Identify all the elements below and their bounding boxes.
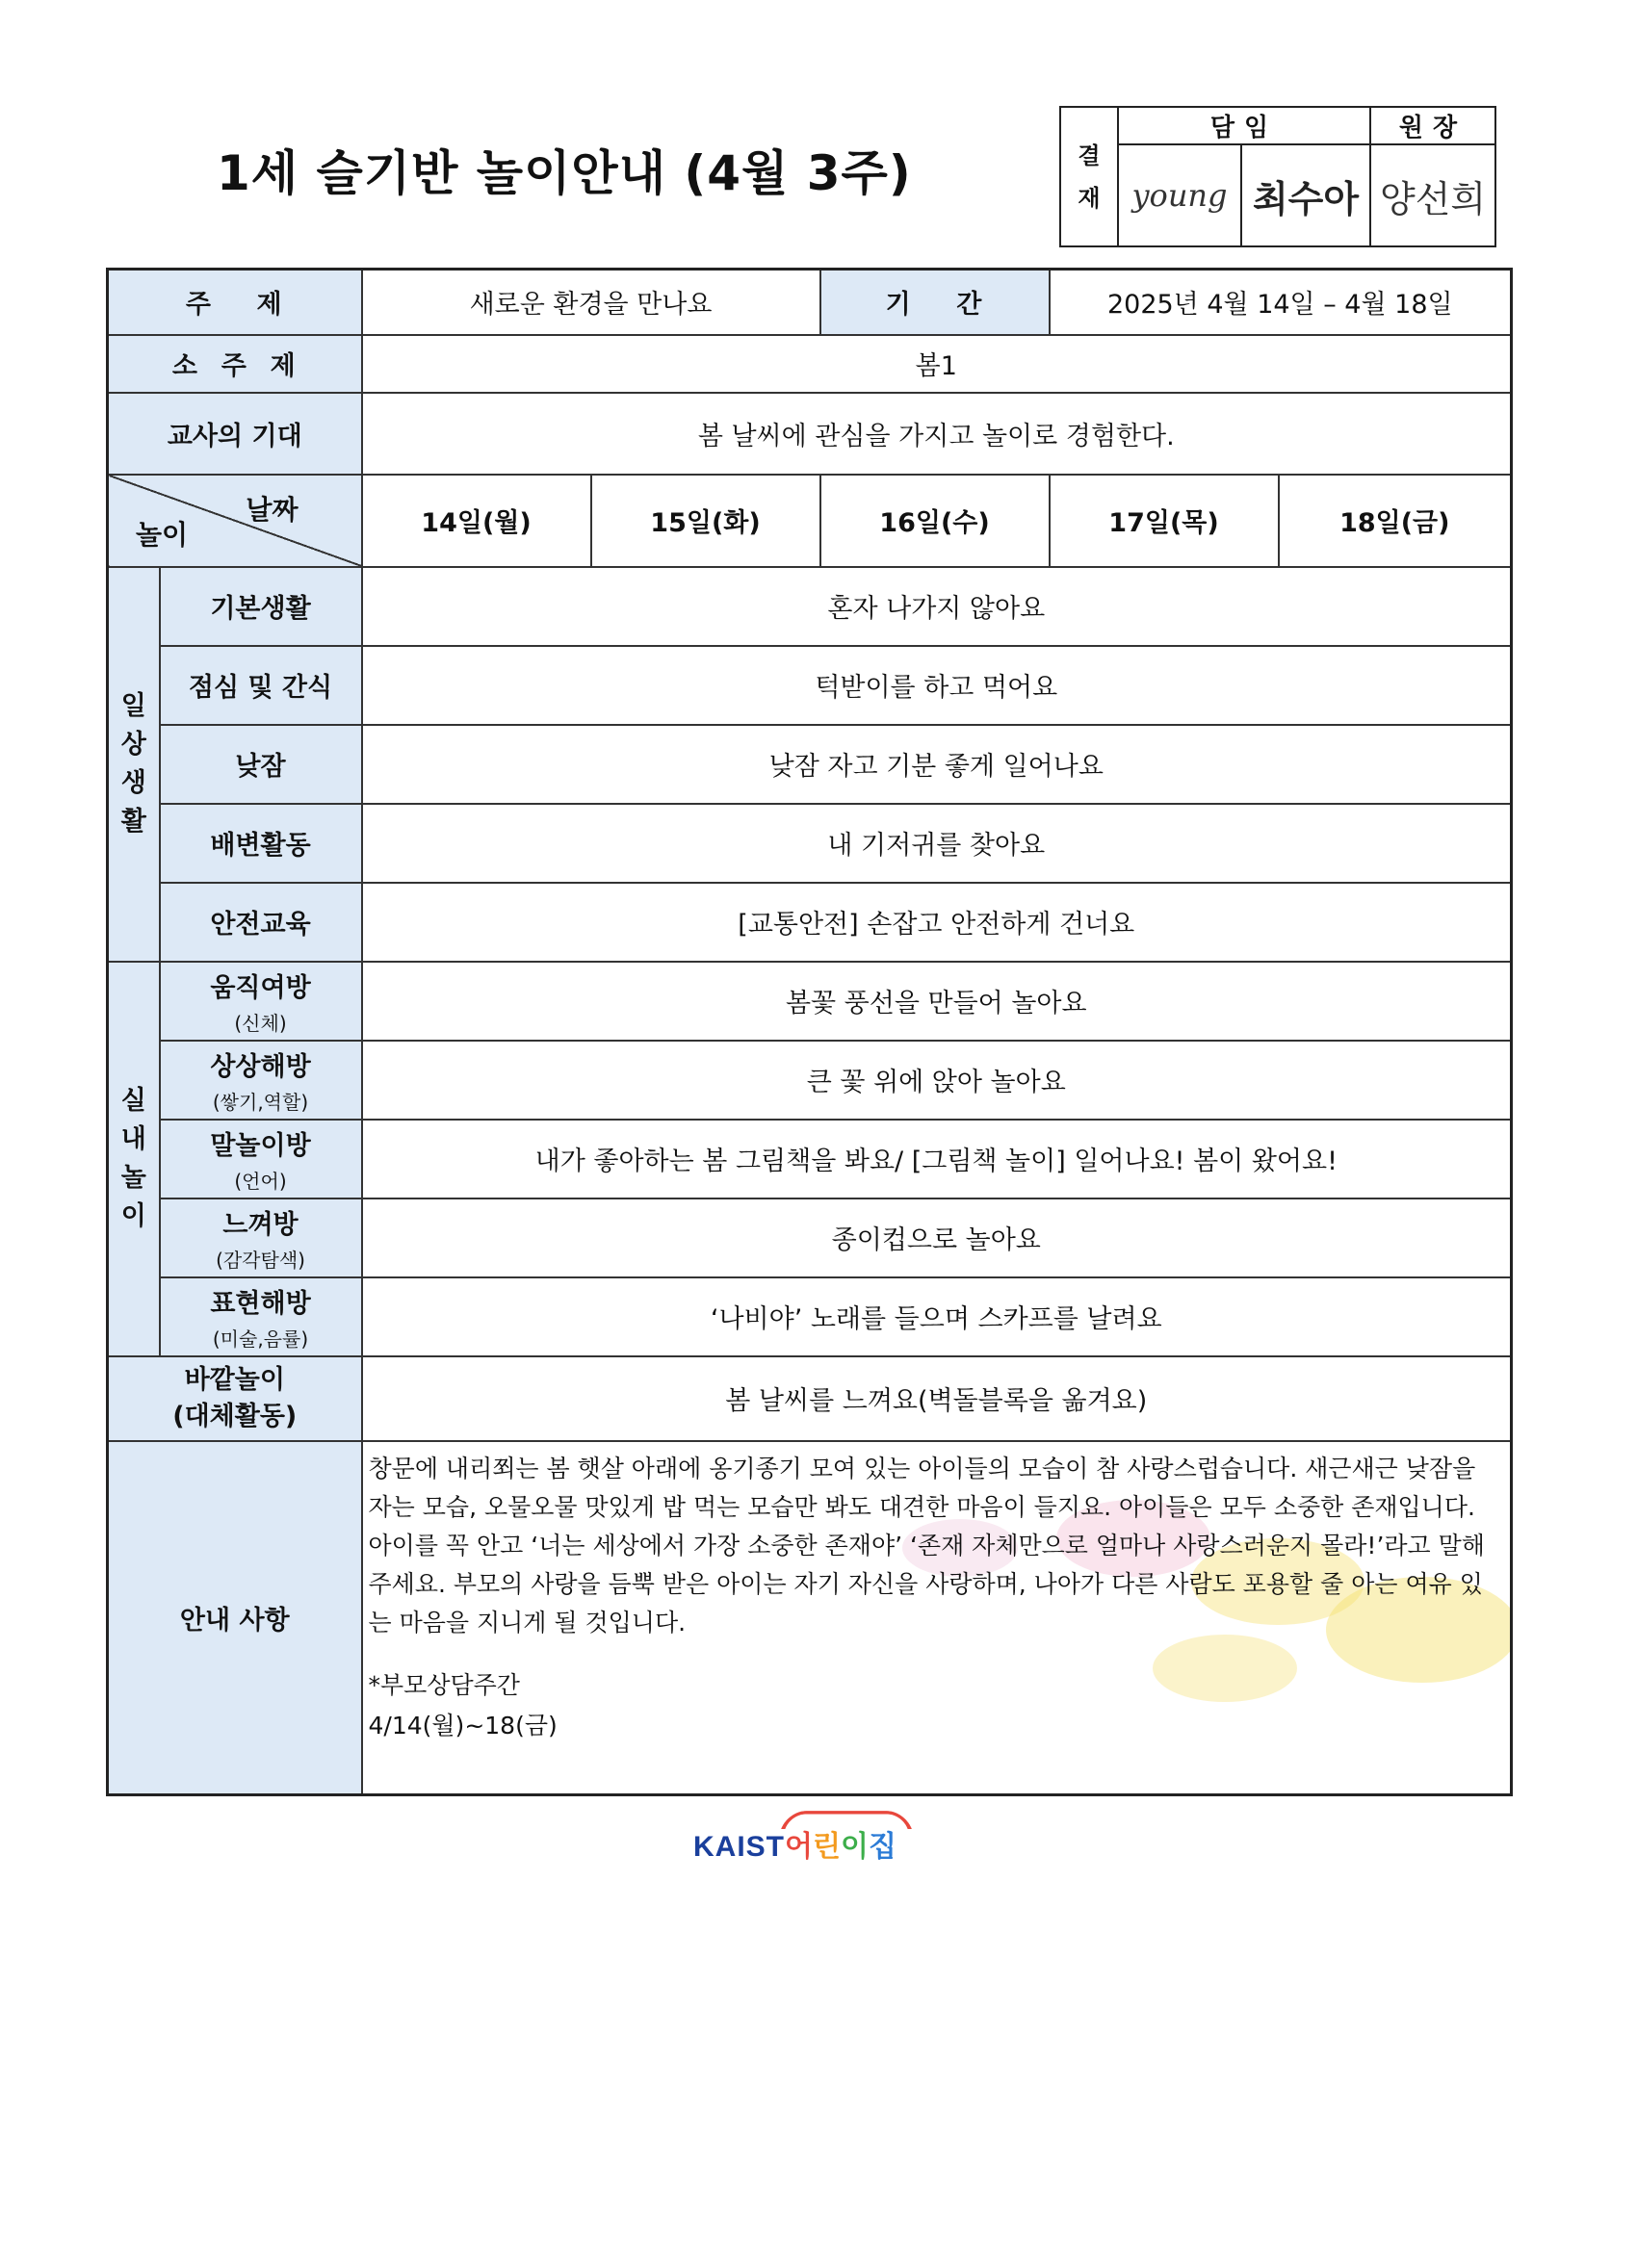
row-value: 혼자 나가지 않아요	[362, 567, 1512, 646]
theme-value: 새로운 환경을 만나요	[362, 270, 820, 335]
row-label-sub: (신체)	[234, 1011, 287, 1035]
expectation-label: 교사의 기대	[108, 393, 362, 475]
day-header: 14일(월)	[362, 475, 591, 567]
row-label	[160, 1198, 362, 1277]
row-value: 턱받이를 하고 먹어요	[362, 646, 1512, 725]
daily-life-group-label	[108, 567, 160, 962]
row-label: 배변활동	[160, 804, 362, 883]
logo-char: 린	[812, 1831, 841, 1863]
row-value: 종이컵으로 놀아요	[362, 1198, 1512, 1277]
logo-kaist-text: KAIST	[693, 1831, 785, 1863]
daily-life-group-text: 일 상 생 활	[120, 690, 146, 837]
day-header: 16일(수)	[820, 475, 1050, 567]
teacher-header: 담임	[1118, 107, 1370, 144]
plan-table	[106, 268, 1513, 1796]
consult-week-title: *부모상담주간	[368, 1670, 520, 1699]
approval-box	[1059, 106, 1496, 247]
row-value: [교통안전] 손잡고 안전하게 건너요	[362, 883, 1512, 962]
approval-side-label	[1060, 107, 1118, 246]
period-value: 2025년 4월 14일 – 4월 18일	[1050, 270, 1512, 335]
date-label: 날짜	[246, 493, 299, 526]
row-label-main: 움직여방	[210, 972, 311, 1003]
consult-week-date: 4/14(월)~18(금)	[368, 1711, 558, 1740]
notice-content	[362, 1441, 1512, 1795]
approval-side-bottom: 재	[1078, 184, 1101, 212]
row-label-sub: (미술,음률)	[212, 1327, 309, 1351]
row-label-main: 표현해방	[210, 1288, 311, 1319]
signature-box-3	[1370, 144, 1495, 246]
row-label	[160, 962, 362, 1041]
kaist-daycare-logo	[693, 1822, 896, 1865]
logo-char: 어	[785, 1831, 813, 1863]
row-label	[160, 1041, 362, 1120]
approval-side-top: 결	[1078, 142, 1101, 169]
play-label: 놀이	[136, 518, 189, 551]
row-value: 큰 꽃 위에 앉아 놀아요	[362, 1041, 1512, 1120]
row-value: 내가 좋아하는 봄 그림책을 봐요/ [그림책 놀이] 일어나요! 봄이 왔어요!	[362, 1120, 1512, 1198]
outdoor-label	[108, 1356, 362, 1441]
indoor-play-group-label	[108, 962, 160, 1356]
day-header: 18일(금)	[1279, 475, 1512, 567]
expectation-value: 봄 날씨에 관심을 가지고 놀이로 경험한다.	[362, 393, 1512, 475]
signature-box-2	[1241, 144, 1370, 246]
subtheme-label: 소 주 제	[108, 335, 362, 393]
page-title: 1세 슬기반 놀이안내 (4월 3주)	[217, 145, 912, 201]
day-header: 17일(목)	[1050, 475, 1279, 567]
row-label	[160, 1277, 362, 1356]
row-label-main: 느껴방	[222, 1209, 299, 1240]
row-label: 낮잠	[160, 725, 362, 804]
indoor-play-group-text: 실 내 놀 이	[120, 1085, 146, 1231]
theme-label: 주 제	[108, 270, 362, 335]
row-value: 봄꽃 풍선을 만들어 놀아요	[362, 962, 1512, 1041]
logo-char: 이	[840, 1831, 869, 1863]
row-value: 낮잠 자고 기분 좋게 일어나요	[362, 725, 1512, 804]
period-label: 기 간	[820, 270, 1050, 335]
signature-3: 양선희	[1379, 177, 1487, 220]
signature-1: young	[1131, 177, 1228, 214]
row-label-main: 상상해방	[210, 1051, 311, 1082]
outdoor-value: 봄 날씨를 느껴요(벽돌블록을 옮겨요)	[362, 1356, 1512, 1441]
signature-2: 최수아	[1252, 176, 1360, 220]
signature-box-1	[1118, 144, 1241, 246]
row-value: 내 기저귀를 찾아요	[362, 804, 1512, 883]
row-label: 점심 및 간식	[160, 646, 362, 725]
row-label: 안전교육	[160, 883, 362, 962]
director-header: 원장	[1370, 107, 1495, 144]
row-value: ‘나비야’ 노래를 들으며 스카프를 날려요	[362, 1277, 1512, 1356]
outdoor-label-main: 바깥놀이	[184, 1364, 285, 1395]
notice-extra	[369, 1665, 1501, 1746]
notice-body: 창문에 내리쬐는 봄 햇살 아래에 옹기종기 모여 있는 아이들의 모습이 참 사랑스럽습니다. 새근새근 낮잠을 자는 모습, 오물오물 맛있게 밥 먹는 모습만 봐도 대견한 마음이 들지요. 아이들은 모두 소중한 존재입니다. 아이를 꼭 안고 ‘너는 세상에서 가장 소중한 존재야’ ‘존재 자체만으로 얼마나 사랑스러운지 몰라!’라고 말해주세요. 부모의 사랑을 듬뿍 받은 아이는 자기 자신을 사랑하며, 나아가 다른 사람도 포용할 줄 아는 여유 있는 마음을 지니게 될 것입니다.	[368, 1454, 1485, 1637]
row-label	[160, 1120, 362, 1198]
logo-char: 집	[868, 1831, 896, 1863]
subtheme-value: 봄1	[362, 335, 1512, 393]
outdoor-label-sub: (대체활동)	[172, 1401, 298, 1431]
day-header: 15일(화)	[591, 475, 820, 567]
row-label: 기본생활	[160, 567, 362, 646]
row-label-sub: (감각탐색)	[216, 1248, 305, 1272]
row-label-sub: (언어)	[234, 1169, 287, 1193]
row-label-main: 말놀이방	[210, 1130, 311, 1161]
date-play-header	[108, 475, 362, 567]
row-label-sub: (쌓기,역할)	[212, 1090, 309, 1114]
notice-label: 안내 사항	[108, 1441, 362, 1795]
